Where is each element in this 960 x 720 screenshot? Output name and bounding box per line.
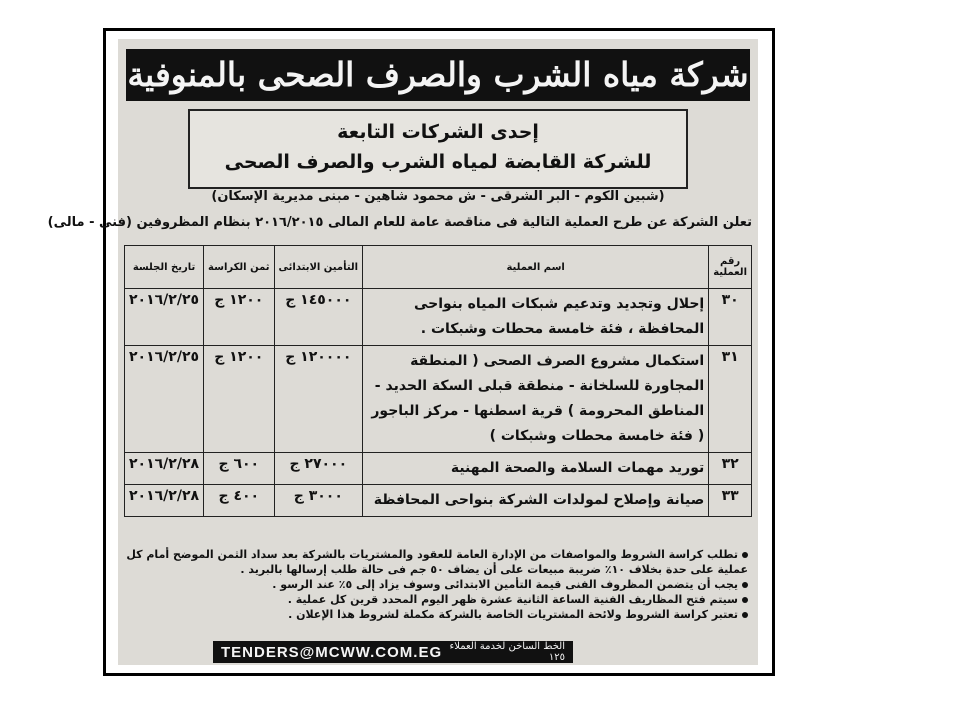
bullet-icon bbox=[742, 582, 748, 588]
row-booklet-price: ٤٠٠ ج bbox=[204, 485, 274, 517]
note-text: سيتم فتح المظاريف الفنية الساعة الثانية عشرة ظهر اليوم المحدد قرين كل عملية . bbox=[287, 593, 738, 606]
subtitle-line-2: للشركة القابضة لمياه الشرب والصرف الصحى bbox=[224, 151, 652, 173]
tenders-email: TENDERS@MCWW.COM.EG bbox=[221, 643, 443, 661]
customer-hotline: الخط الساخن لخدمة العملاء ١٢٥ bbox=[449, 641, 565, 663]
note-item bbox=[130, 592, 748, 607]
note-text: تطلب كراسة الشروط والمواصفات من الإدارة العامة للعقود والمشتريات بالشركة بعد سداد الثمن الموضح أمام كل bbox=[126, 548, 738, 561]
row-session-date: ٢٠١٦/٢/٢٨ bbox=[125, 485, 204, 517]
row-session-date: ٢٠١٦/٢/٢٨ bbox=[125, 453, 204, 485]
row-session-date: ٢٠١٦/٢/٢٥ bbox=[125, 289, 204, 346]
row-insurance: ١٤٥٠٠٠ ج bbox=[274, 289, 363, 346]
note-item bbox=[126, 547, 748, 562]
note-item bbox=[130, 562, 748, 577]
row-name: استكمال مشروع الصرف الصحى ( المنطقة المجاورة للسلخانة - منطقة قبلى السكة الحديد - المناطق المحرومة ) قرية اسطنها - مركز الباجور ( فئة خامسة محطات وشبكات ) bbox=[363, 346, 709, 453]
col-header-session-date: تاريخ الجلسة bbox=[125, 246, 204, 289]
parent-company-box bbox=[188, 109, 688, 189]
document-frame bbox=[47, 28, 775, 676]
row-name: توريد مهمات السلامة والصحة المهنية bbox=[363, 453, 709, 485]
bullet-icon bbox=[742, 612, 748, 618]
note-text: يجب أن يتضمن المظروف الفنى قيمة التأمين الابتدائى وسوف يزاد إلى ٥٪ عند الرسو . bbox=[272, 578, 738, 591]
table-row bbox=[125, 453, 752, 485]
tender-announcement: تعلن الشركة عن طرح العملية التالية فى مناقصة عامة للعام المالى ٢٠١٦/٢٠١٥ بنظام المظروفين (فنى - مالى) bbox=[47, 215, 752, 230]
table-row bbox=[125, 485, 752, 517]
note-item bbox=[130, 607, 748, 622]
bullet-icon bbox=[742, 597, 748, 603]
col-header-number: رقم العملية bbox=[709, 246, 752, 289]
row-booklet-price: ١٢٠٠ ج bbox=[204, 346, 274, 453]
row-name: إحلال وتجديد وتدعيم شبكات المياه بنواحى المحافظة ، فئة خامسة محطات وشبكات . bbox=[363, 289, 709, 346]
note-text: عملية على حدة بخلاف ١٠٪ ضريبة مبيعات على أن يضاف ٥٠ جم فى حالة طلب إرسالها بالبريد . bbox=[240, 563, 748, 576]
bullet-icon bbox=[742, 552, 748, 558]
tenders-table bbox=[124, 245, 752, 517]
row-insurance: ٢٧٠٠٠ ج bbox=[274, 453, 363, 485]
newspaper-ad bbox=[47, 39, 758, 665]
row-name: صيانة وإصلاح لمولدات الشركة بنواحى المحافظة bbox=[363, 485, 709, 517]
row-number: ٣٠ bbox=[709, 289, 752, 346]
company-address: (شبين الكوم - البر الشرقى - ش محمود شاهين - مبنى مديرية الإسكان) bbox=[211, 189, 665, 204]
row-session-date: ٢٠١٦/٢/٢٥ bbox=[125, 346, 204, 453]
col-header-insurance: التأمين الابتدائى bbox=[274, 246, 363, 289]
row-booklet-price: ١٢٠٠ ج bbox=[204, 289, 274, 346]
subtitle-line-1: إحدى الشركات التابعة bbox=[337, 121, 539, 143]
row-number: ٣٢ bbox=[709, 453, 752, 485]
row-insurance: ٣٠٠٠ ج bbox=[274, 485, 363, 517]
table-row bbox=[125, 289, 752, 346]
table-header-row bbox=[125, 246, 752, 289]
row-number: ٣١ bbox=[709, 346, 752, 453]
col-header-name: اسم العملية bbox=[363, 246, 709, 289]
note-text: تعتبر كراسة الشروط ولائحة المشتريات الخاصة بالشركة مكملة لشروط هذا الإعلان . bbox=[288, 608, 738, 621]
row-booklet-price: ٦٠٠ ج bbox=[204, 453, 274, 485]
note-item bbox=[130, 577, 748, 592]
col-header-booklet-price: ثمن الكراسة bbox=[204, 246, 274, 289]
row-number: ٣٣ bbox=[709, 485, 752, 517]
table-row bbox=[125, 346, 752, 453]
row-insurance: ١٢٠٠٠٠ ج bbox=[274, 346, 363, 453]
company-title: شركة مياه الشرب والصرف الصحى بالمنوفية bbox=[126, 49, 750, 101]
footer-bar bbox=[213, 641, 573, 663]
notes-list bbox=[126, 547, 748, 622]
